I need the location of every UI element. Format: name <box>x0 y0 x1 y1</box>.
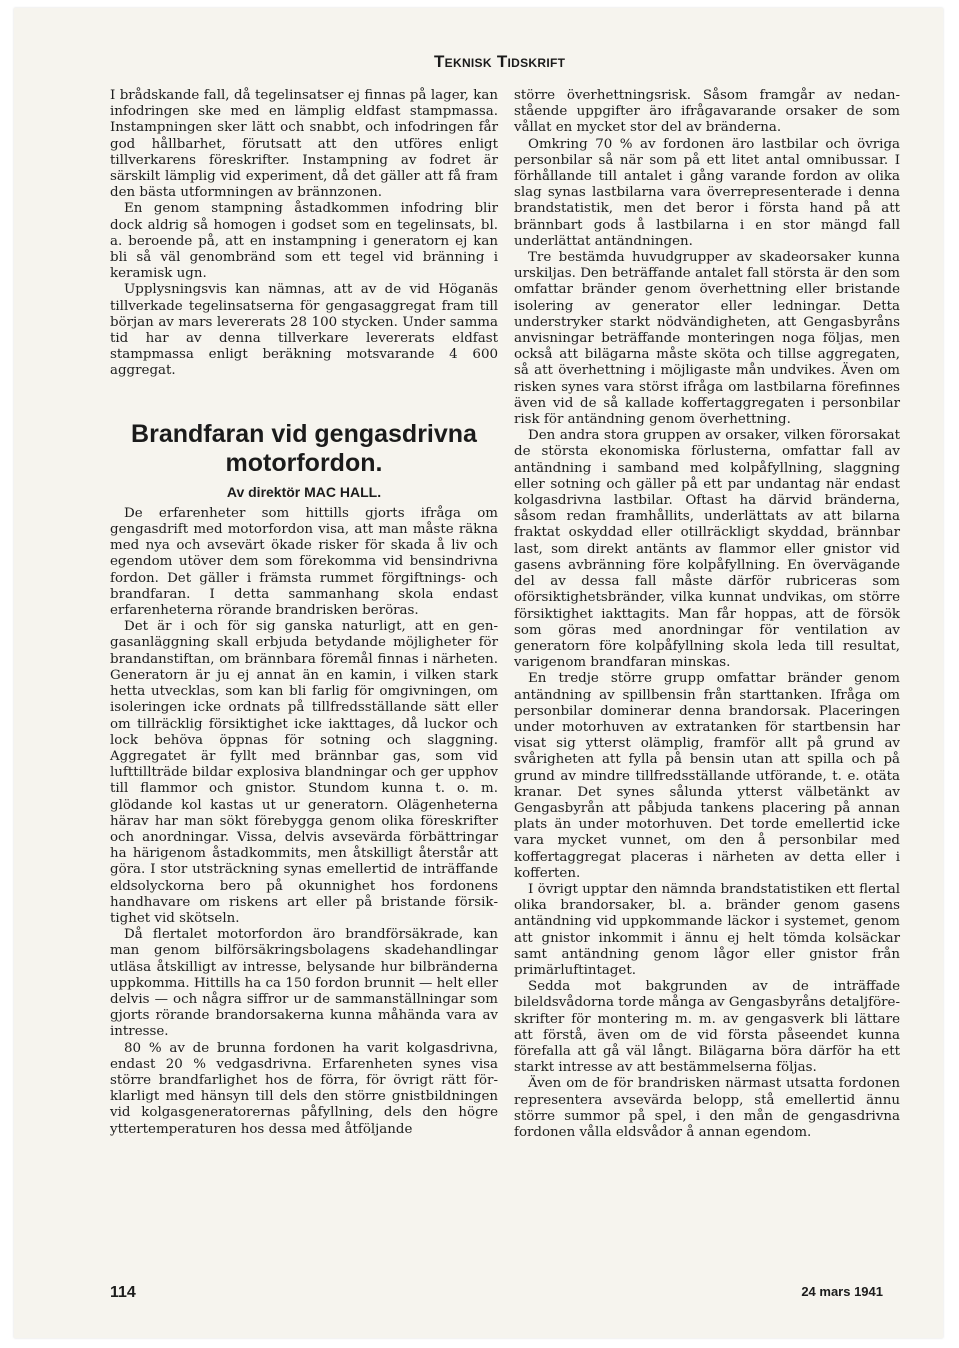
issue-date: 24 mars 1941 <box>801 1284 883 1299</box>
paragraph: Det är i och för sig ganska naturligt, att en gengasanläggning skall erbjuda betydande möjligheter för brandanstiftan, om brännbara föremål finnas i närheten. Generatorn är ju ej annat än en kamin, i vilken stark hetta utvecklas, som kan bli farlig för omgivningen, om isoleringen icke ordnats på tillfredsställande sätt eller om tillräcklig försiktighet icke iakttages, då luckor och lock behöva öppnas för sotning och slaggning. Aggregatet är fyllt med brännbar gas, som vid lufttillträde bildar explosiva blandningar och ger upphov till flammor och gnistor. Stundom kunna t. o. m. glödande kol kastas ut ur generatorn. Olägenheterna härav har man sökt förebygga genom olika föreskrifter och anordningar. Vissa, delvis avsevärda förbättringar ha härigenom åstadkommits, men åtskilligt återstår att göra. I stor utsträckning synas emellertid de inträffande eldsolyckorna bero på okunnighet hos fordonens handhavare om riskens art eller på bristande försiktighet vid skötseln. <box>110 619 498 926</box>
journal-page <box>14 8 943 1338</box>
paragraph: I brådskande fall, då tegelinsatser ej finnas på lager, kan infodringen ske med en lämplig eldfast stampmassa. Instampningen sker lätt och snabbt, och infodringen får god hållbarhet, förutsatt att den utföres enligt tillverkarens föreskrifter. Instampning av fodret är särskilt lämplig vid experiment, då det gäller att få fram den bästa utformningen av brännzonen. <box>110 88 498 201</box>
paragraph: Då flertalet motorfordon äro brandförsäkrade, kan man genom bilförsäkringsbolagens skadehandlingar utläsa åtskilligt av intresse, belysande hur bilbränderna uppkomma. Hittills ha ca 150 fordon brunnit — helt eller delvis — och några siffror ur de sammanställningar som gjorts rörande brandorsakerna kunna måhända vara av intresse. <box>110 927 498 1040</box>
paragraph: Upplysningsvis kan nämnas, att av de vid Höganäs tillverkade tegelinsatserna för gengasaggregat fram till början av mars levererats 28 100 stycken. Under samma tid har av denna tillverkare levererats eldfast stampmassa enligt beräkning motsvarande 4 600 aggregat. <box>110 282 498 379</box>
paragraph: Sedda mot bakgrunden av de inträffade bileldsvådorna torde många av Gengasbyråns detaljföreskrifter för montering m. m. av gengasverk bli lättare att förstå, även om de vid första påseendet kunna förefalla att gå väl långt. Bilägarna böra därför ha ett starkt intresse av att bestämmelserna följas. <box>514 979 900 1076</box>
paragraph: större överhettningsrisk. Såsom framgår av nedanstående uppgifter äro ifrågavarande orsaker de som vållat en mycket stor del av bränderna. <box>514 88 900 136</box>
page-number: 114 <box>110 1284 136 1301</box>
paragraph: En tredje större grupp omfattar bränder genom antändning av spillbensin från starttanken. Ifråga om personbilar dominerar denna brandorsak. Placeringen under motorhuven av extratanken för startbensin har visat sig ytterst olämplig, framför allt på grund av svårigheten att fylla på bensin utan att spilla och på grund av mindre tillfredsställande utförande, t. e. otäta kranar. Det synes sålunda ytterst välbetänkt av Gengasbyrån att påbjuda tankens placering på annan plats än under motorhuven. Det torde emellertid icke vara mycket vunnet, om den å personbilar med koffertaggregat placeras i närheten av detta eller i kofferten. <box>514 671 900 881</box>
paragraph: I övrigt upptar den nämnda brandstatistiken ett flertal olika brandorsaker, bl. a. bränder genom gasens antändning vid uppkommande läckor i systemet, genom att gnistor inkommit i ännu ej helt tömda kolsäckar samt antändning genom lågor eller gnistor från primärluftintaget. <box>514 881 900 978</box>
paragraph: Den andra stora gruppen av orsaker, vilken förorsakat de största ekonomiska förlusterna, omfattar fall av antändning i samband med kolpåfyllning, slaggning eller sotning och gäller på ett par undantag när endast kolgasdrivna lastbilar. Oftast ha därvid bränderna, såsom redan framhållits, underlättats av att bilarna fraktat oskyddad eller otillräckligt skyddad, brännbar last, som direkt antänts av flammor eller gnistor vid gasens avbränning före kolpåfyllning. En övervägande del av dessa fall måste därför rubriceras som oförsiktighetsbränder, vilka kunnat undvikas, om större försiktighet iakttagits. Man får hoppas, att de försök som göras med anordningar för ventilation av generatorn före kolpåfyllning skola leda till resultat, varigenom brandfaran minskas. <box>514 428 900 671</box>
journal-masthead: Teknisk Tidskrift <box>434 52 566 71</box>
paragraph: 80 % av de brunna fordonen ha varit kolgasdrivna, endast 20 % vedgasdrivna. Erfarenheten synes visa större brandfarlighet hos de förra, för övrigt rätt förklarligt med hänsyn till dels den större gnistbildningen vid kolgasgeneratorernas påfyllning, dels den högre yttertemperaturen hos dessa med åtföljande <box>110 1040 498 1137</box>
paragraph: Omkring 70 % av fordonen äro lastbilar och övriga personbilar så när som på ett litet antal omnibussar. I förhållande till antalet i gång varande fordon av olika slag synas lastbilarna vara överrepresenterade i denna brandstatistik, men det beror i första hand på att brännbart gods å lastbilarna i en stor mängd fall underlättat antändningen. <box>514 136 900 249</box>
paragraph: Tre bestämda huvudgrupper av skadeorsaker kunna urskiljas. Den beträffande antalet fall största är den som omfattar bränder genom överhettning eller bristande isolering av generator eller ledningar. Detta understryker starkt nödvändigheten, att Gengasbyråns anvisningar beträffande monteringen noga följas, men också att bilägarna måste sköta och tillse aggregaten, så att överhettning i möjligaste mån undvikes. Även om risken synes vara störst ifråga om lastbilarna förefinnes även vid de så kallade koffertaggregaten i personbilar risk för antändning genom överhettning. <box>514 250 900 428</box>
paragraph: En genom stampning åstadkommen infodring blir dock aldrig så homogen i godset som en tegelinsats, bl. a. beroende på, att en instampning i generatorn ej kan bli så väl genombränd som ett tegel vid bränning i keramisk ugn. <box>110 201 498 282</box>
right-column <box>514 88 900 1141</box>
left-column <box>110 88 498 1138</box>
article-byline: Av direktör MAC HALL. <box>226 483 382 500</box>
article-title: Brandfaran vid gengasdrivna motorfordon. <box>131 419 477 477</box>
paragraph: De erfarenheter som hittills gjorts ifråga om gengasdrift med motorfordon visa, att man måste räkna med nya och avsevärt ökade risker för skada å liv och egendom utöver dem som förekomma vid bensindrivna fordon. Det gäller i främsta rummet förgiftnings- och brandfaran. I detta sammanhang skola endast erfarenheterna rörande brandrisken beröras. <box>110 505 498 619</box>
paragraph: Även om de för brandrisken närmast utsatta fordonen representera avsevärda belopp, stå emellertid ännu större summor på spel, i den mån de gengasdrivna fordonen vålla eldsvådor å annan egendom. <box>514 1076 900 1140</box>
